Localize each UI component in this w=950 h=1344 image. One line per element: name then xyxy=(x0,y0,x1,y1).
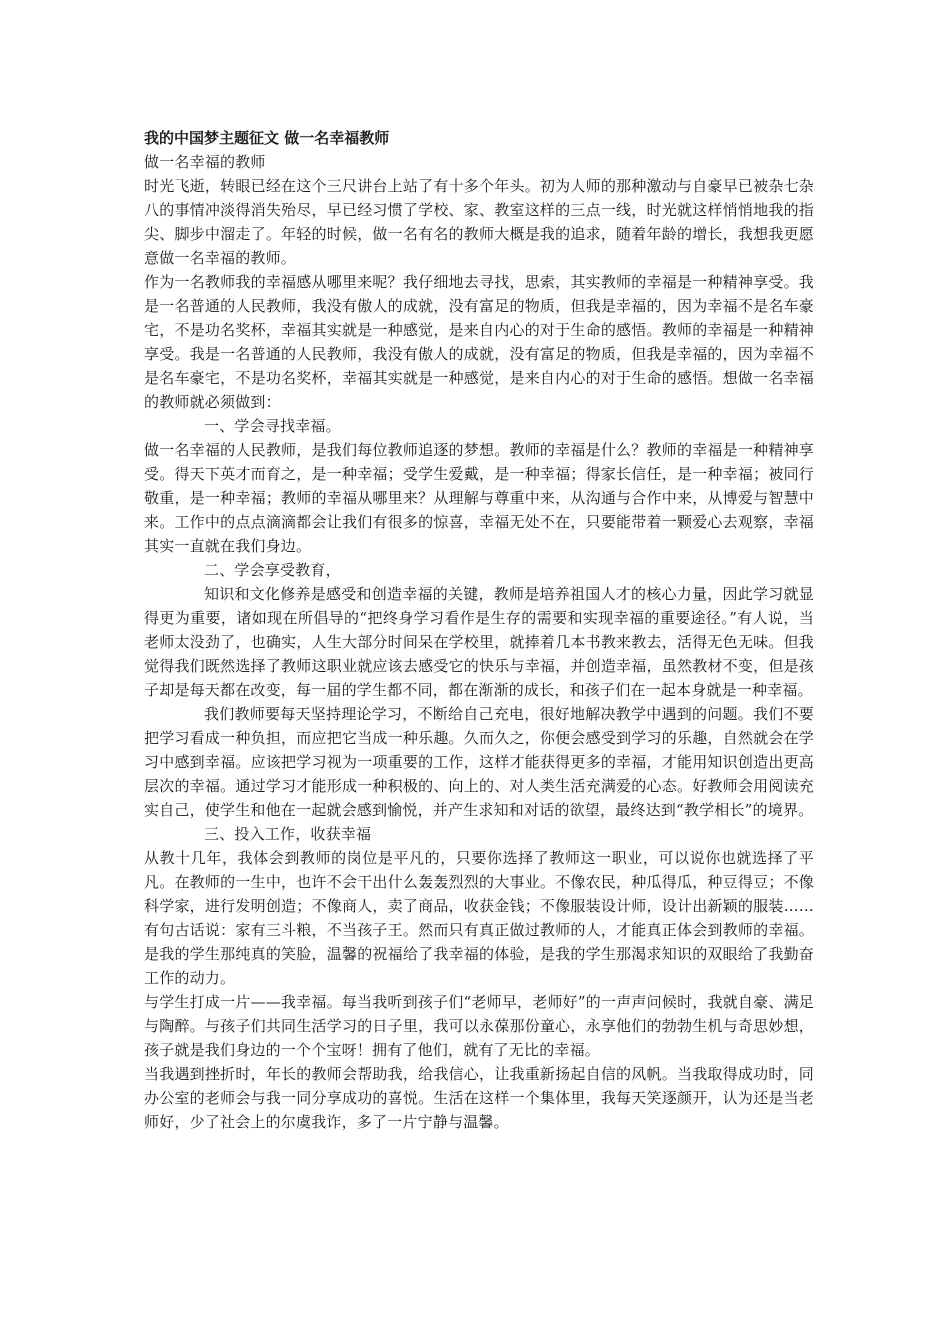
paragraph-list xyxy=(144,150,814,1134)
paragraph: 作为一名教师我的幸福感从哪里来呢？我仔细地去寻找，思索，其实教师的幸福是一种精神享受。我是一名普通的人民教师，我没有傲人的成就，没有富足的物质，但我是幸福的，因为幸福不是名车豪宅，不是功名奖杯，幸福其实就是一种感觉，是来自内心的对于生命的感悟。教师的幸福是一种精神享受。我是一名普通的人民教师，我没有傲人的成就，没有富足的物质，但我是幸福的，因为幸福不是名车豪宅，不是功名奖杯，幸福其实就是一种感觉，是来自内心的对于生命的感悟。想做一名幸福的教师就必须做到： xyxy=(144,273,814,411)
paragraph: 二、学会享受教育， xyxy=(204,561,341,579)
paragraph: 与学生打成一片——我幸福。每当我听到孩子们“老师早，老师好”的一声声问候时，我就自豪、满足与陶醉。与孩子们共同生活学习的日子里，我可以永葆那份童心，永享他们的勃勃生机与奇思妙想，孩子就是我们身边的一个个宝呀！拥有了他们，就有了无比的幸福。 xyxy=(144,993,814,1059)
document-title: 我的中国梦主题征文 做一名幸福教师 xyxy=(144,129,390,147)
paragraph: 一、学会寻找幸福。 xyxy=(204,417,341,435)
document-body xyxy=(144,126,814,1134)
paragraph: 三、投入工作，收获幸福 xyxy=(204,825,372,843)
paragraph: 做一名幸福的教师 xyxy=(144,153,266,171)
paragraph: 知识和文化修养是感受和创造幸福的关键，教师是培养祖国人才的核心力量，因此学习就显得更为重要，诸如现在所倡导的“把终身学习看作是生存的需要和实现幸福的重要途径。”有人说，当老师太没劲了，也确实，人生大部分时间呆在学校里，就捧着几本书教来教去，活得无色无味。但我觉得我们既然选择了教师这职业就应该去感受它的快乐与幸福，并创造幸福，虽然教材不变，但是孩子却是每天都在改变，每一届的学生都不同，都在渐渐的成长，和孩子们在一起本身就是一种幸福。 xyxy=(144,585,814,699)
paragraph: 我们教师要每天坚持理论学习，不断给自己充电，很好地解决教学中遇到的问题。我们不要把学习看成一种负担，而应把它当成一种乐趣。久而久之，你便会感受到学习的乐趣，自然就会在学习中感到幸福。应该把学习视为一项重要的工作，这样才能获得更多的幸福，才能用知识创造出更高层次的幸福。通过学习才能形成一种积极的、向上的、对人类生活充满爱的心态。好教师会用阅读充实自己，使学生和他在一起就会感到愉悦，并产生求知和对话的欲望，最终达到“教学相长”的境界。 xyxy=(144,705,814,819)
paragraph: 做一名幸福的人民教师，是我们每位教师追逐的梦想。教师的幸福是什么？教师的幸福是一种精神享受。得天下英才而育之，是一种幸福；受学生爱戴，是一种幸福；得家长信任，是一种幸福；被同行敬重，是一种幸福；教师的幸福从哪里来？从理解与尊重中来，从沟通与合作中来，从博爱与智慧中来。工作中的点点滴滴都会让我们有很多的惊喜，幸福无处不在，只要能带着一颗爱心去观察，幸福其实一直就在我们身边。 xyxy=(144,441,814,555)
paragraph: 时光飞逝，转眼已经在这个三尺讲台上站了有十多个年头。初为人师的那种激动与自豪早已被杂七杂八的事情冲淡得消失殆尽，早已经习惯了学校、家、教室这样的三点一线，时光就这样悄悄地我的指尖、脚步中溜走了。年轻的时候，做一名有名的教师大概是我的追求，随着年龄的增长，我想我更愿意做一名幸福的教师。 xyxy=(144,177,814,267)
paragraph: 从教十几年，我体会到教师的岗位是平凡的，只要你选择了教师这一职业，可以说你也就选择了平凡。在教师的一生中，也许不会干出什么轰轰烈烈的大事业。不像农民，种瓜得瓜，种豆得豆；不像科学家，进行发明创造；不像商人，卖了商品，收获金钱；不像服装设计师，设计出新颖的服装……有句古话说：家有三斗粮，不当孩子王。然而只有真正做过教师的人，才能真正体会到教师的幸福。是我的学生那纯真的笑脸，温馨的祝福给了我幸福的体验，是我的学生那渴求知识的双眼给了我勤奋工作的动力。 xyxy=(144,849,814,987)
paragraph: 当我遇到挫折时，年长的教师会帮助我，给我信心，让我重新扬起自信的风帆。当我取得成功时，同办公室的老师会与我一同分享成功的喜悦。生活在这样一个集体里，我每天笑逐颜开，认为还是当老师好，少了社会上的尔虞我诈，多了一片宁静与温馨。 xyxy=(144,1065,814,1131)
